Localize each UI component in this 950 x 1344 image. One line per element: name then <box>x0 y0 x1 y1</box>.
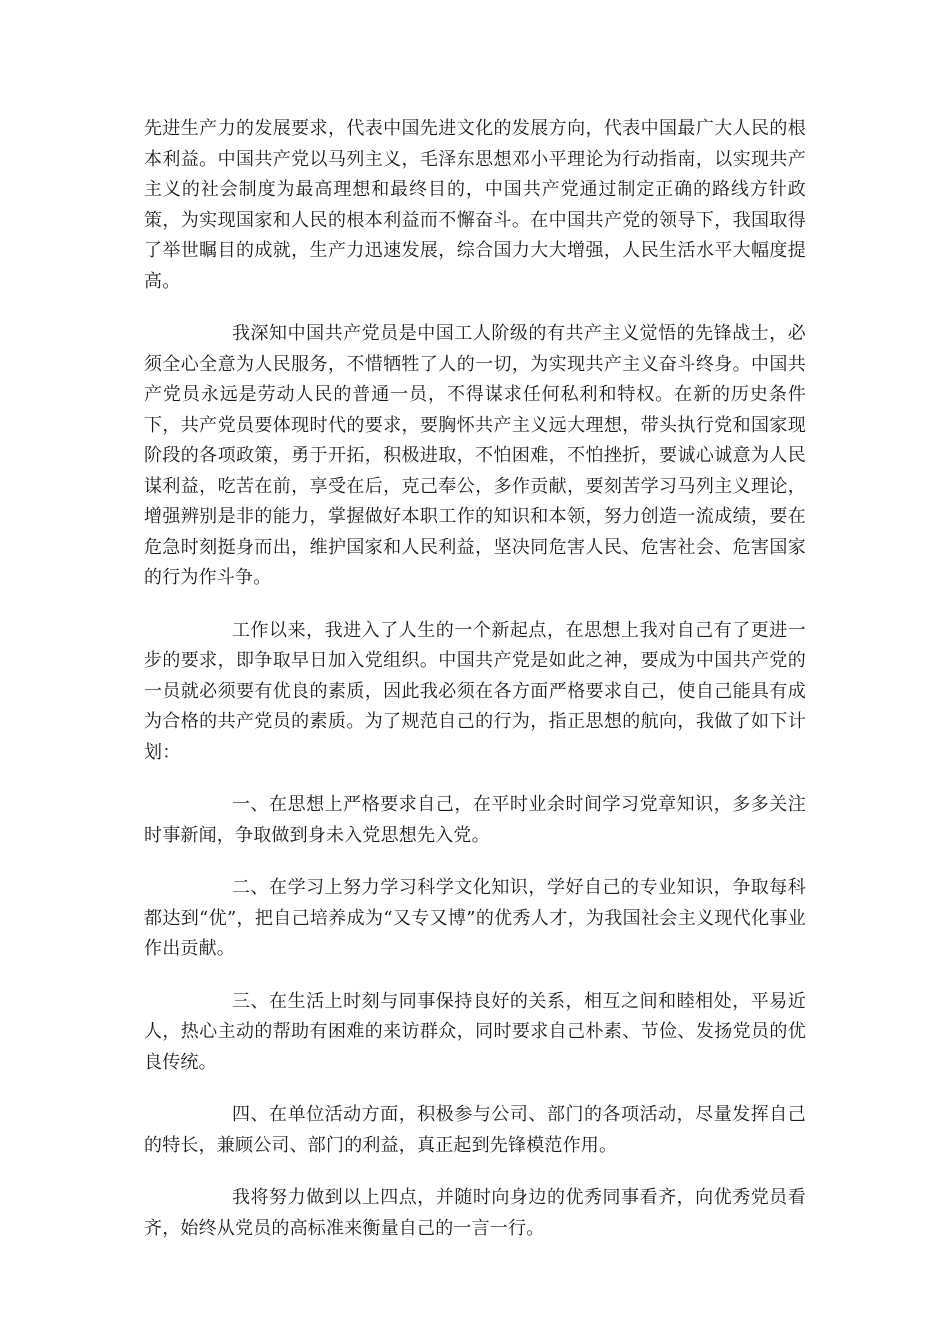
plan-item-life: 三、在生活上时刻与同事保持良好的关系，相互之间和睦相处，平易近人，热心主动的帮助有困难的来访群众，同时要求自己朴素、节俭、发扬党员的优良传统。 <box>144 990 806 1073</box>
plan-item-study: 二、在学习上努力学习科学文化知识，学好自己的专业知识，争取每科都达到“优”，把自己培养成为“又专又博”的优秀人才，为我国社会主义现代化事业作出贡献。 <box>144 877 806 959</box>
paragraph-conclusion: 我将努力做到以上四点，并随时向身边的优秀同事看齐，向优秀党员看齐，始终从党员的高标准来衡量自己的一言一行。 <box>144 1187 806 1239</box>
paragraph-party-member-duties: 我深知中国共产党员是中国工人阶级的有共产主义觉悟的先锋战士，必须全心全意为人民服务，不惜牺牲了人的一切，为实现共产主义奋斗终身。中国共产党员永远是劳动人民的普通一员，不得谋求任何私利和特权。在新的历史条件下，共产党员要体现时代的要求，要胸怀共产主义远大理想，带头执行党和国家现阶段的各项政策，勇于开拓，积极进取，不怕困难，不怕挫折，要诚心诚意为人民谋利益，吃苦在前，享受在后，克己奉公，多作贡献，要刻苦学习马列主义理论，增强辨别是非的能力，掌握做好本职工作的知识和本领，努力创造一流成绩，要在危急时刻挺身而出，维护国家和人民利益，坚决同危害人民、危害社会、危害国家的行为作斗争。 <box>144 323 806 588</box>
plan-item-activities: 四、在单位活动方面，积极参与公司、部门的各项活动，尽量发挥自己的特长，兼顾公司、部门的利益，真正起到先锋模范作用。 <box>144 1104 806 1156</box>
paragraph-new-starting-point: 工作以来，我进入了人生的一个新起点，在思想上我对自己有了更进一步的要求，即争取早日加入党组织。中国共产党是如此之神，要成为中国共产党的一员就必须要有优良的素质，因此我必须在各方面严格要求自己，使自己能具有成为合格的共产党员的素质。为了规范自己的行为，指正思想的航向，我做了如下计划： <box>144 619 806 763</box>
document-body <box>144 114 806 1244</box>
paragraph-continuation: 先进生产力的发展要求，代表中国先进文化的发展方向，代表中国最广大人民的根本利益。中国共产党以马列主义，毛泽东思想邓小平理论为行动指南，以实现共产主义的社会制度为最高理想和最终目的，中国共产党通过制定正确的路线方针政策，为实现国家和人民的根本利益而不懈奋斗。在中国共产党的领导下，我国取得了举世瞩目的成就，生产力迅速发展，综合国力大大增强，人民生活水平大幅度提高。 <box>144 118 806 292</box>
plan-item-thought: 一、在思想上严格要求自己，在平时业余时间学习党章知识，多多关注时事新闻，争取做到身未入党思想先入党。 <box>144 794 806 846</box>
